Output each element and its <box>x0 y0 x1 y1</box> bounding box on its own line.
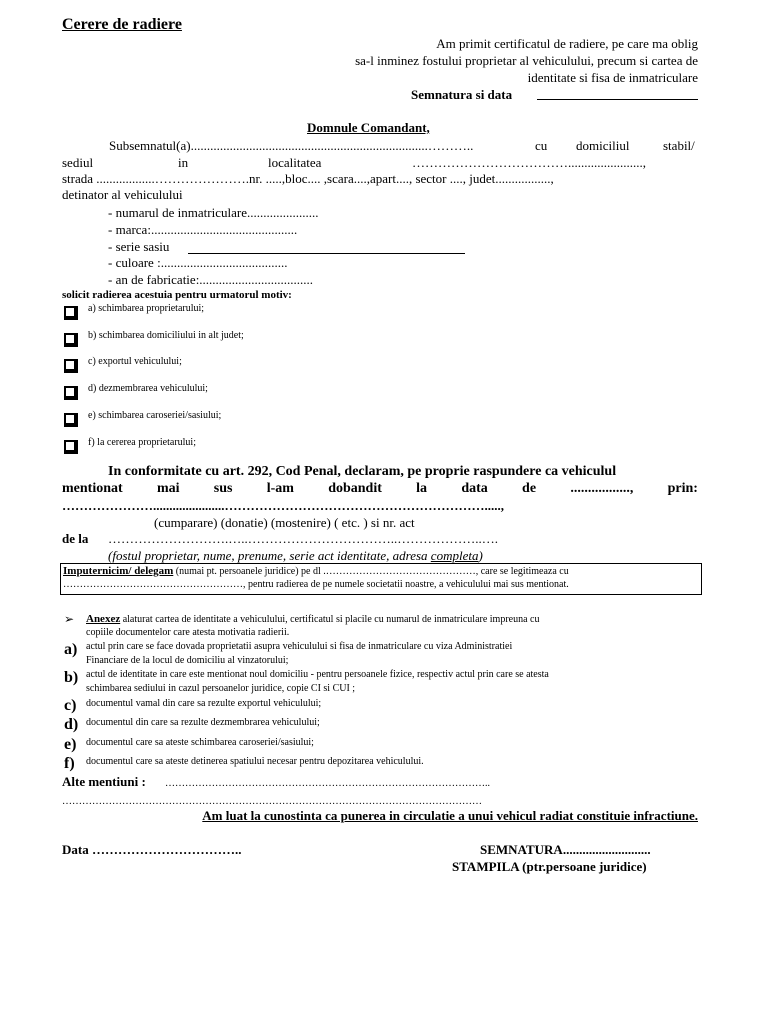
chassis-series-line[interactable] <box>188 240 465 254</box>
annex-item-e: documentul care sa ateste schimbarea caroseriei/sasiului; <box>86 737 314 748</box>
reason-checkbox-c[interactable] <box>64 359 78 373</box>
annex-item-a-line-1: actul prin care se face dovada proprietatii asupra vehiculului si fisa de inmatriculare cu viza Administratiei <box>86 641 513 652</box>
annex-letter-b: b) <box>64 669 79 686</box>
declaration-word: prin: <box>667 481 698 496</box>
address-fields[interactable]: strada ..................………………….nr. .....,bloc.... ,scara....,apart...., sector ...., judet................., <box>62 171 554 186</box>
signature-date-text: Semnatura si data <box>411 87 513 102</box>
other-mentions-field-1[interactable]: …………………………………………………………………………………….. <box>165 778 490 789</box>
annex-item-b-line-1: actul de identitate in care este mentionat noul domiciliu - pentru persoanele fizice, respectiv actul prin care se atesta <box>86 669 549 680</box>
body-word-stabil: stabil/ <box>663 138 695 153</box>
hint-end: ) <box>478 548 483 563</box>
reason-label-c: c) exportul vehiculului; <box>88 356 182 367</box>
hint-text: (fostul proprietar, nume, prenume, serie act identitate, adresa <box>108 548 431 563</box>
declaration-word: dobandit <box>328 481 382 496</box>
declaration-line-2 <box>62 481 698 497</box>
reason-label-e: e) schimbarea caroseriei/sasiului; <box>88 410 222 421</box>
other-mentions-label: Alte mentiuni : <box>62 774 146 789</box>
annex-text-1: alaturat cartea de identitate a vehiculului, certificatul si placile cu numarul de inmatriculare impreuna cu <box>120 614 540 625</box>
declaration-word: sus <box>213 481 233 496</box>
body-word-localitatea: localitatea <box>268 155 322 170</box>
reason-label-d: d) dezmembrarea vehiculului; <box>88 383 208 394</box>
mandate-line-1[interactable] <box>63 565 569 577</box>
annex-item-b-line-2: schimbarea sediului in cazul persoanelor juridice, copie CI si CUI ; <box>86 683 356 694</box>
mandate-line-2[interactable]: ………………………………………………, pentru radierea de pe numele societatii noastre, a vehiculului mai sus mentionat. <box>63 579 569 590</box>
annex-line-1 <box>86 613 539 625</box>
annex-letter-f: f) <box>64 755 75 772</box>
declaration-word: mai <box>156 481 180 496</box>
document-title: Cerere de radiere <box>62 16 182 33</box>
annex-item-d: documentul din care sa rezulte dezmembrarea vehiculului; <box>86 717 320 728</box>
top-note-line-1: Am primit certificatul de radiere, pe care ma oblig <box>436 36 698 51</box>
mandate-label: Imputernicim/ delegam <box>63 565 174 577</box>
body-word-domiciliul: domiciliul <box>576 138 630 153</box>
vehicle-owner-line: detinator al vehiculului <box>62 187 183 202</box>
declaration-word: de <box>522 481 537 496</box>
arrow-icon: ➢ <box>64 612 75 626</box>
signature-date-line[interactable] <box>537 86 698 100</box>
chassis-series-label: - serie sasiu <box>108 239 170 254</box>
reason-heading: solicit radierea acestuia pentru urmatorul motiv: <box>62 289 292 301</box>
acquisition-mode-field[interactable]: …………………......................……………………………………………………....., <box>62 498 504 513</box>
previous-owner-label: de la <box>62 531 89 546</box>
annex-letter-d: d) <box>64 716 79 733</box>
body-word-in: in <box>178 155 189 170</box>
annex-letter-c: c) <box>64 697 77 714</box>
reason-checkbox-d[interactable] <box>64 386 78 400</box>
annex-label: Anexez <box>86 613 121 625</box>
annex-item-a-line-2: Financiare de la locul de domiciliu al vinzatorului; <box>86 655 289 666</box>
previous-owner-field[interactable]: ……………………….…..……………………………..………………..…. <box>108 531 498 546</box>
signature-date-label <box>411 87 512 103</box>
declaration-word: la <box>416 481 428 496</box>
brand-field[interactable]: - marca:............................................. <box>108 222 298 237</box>
reason-checkbox-f[interactable] <box>64 440 78 454</box>
acquisition-date-field[interactable]: ................., <box>570 481 634 496</box>
top-note-line-3: identitate si fisa de inmatriculare <box>527 70 698 85</box>
color-field[interactable]: - culoare :....................................... <box>108 255 288 270</box>
reason-label-a: a) schimbarea proprietarului; <box>88 303 205 314</box>
annex-letter-e: e) <box>64 736 77 753</box>
annex-line-2: copiile documentelor care atesta motivatia radierii. <box>86 627 290 638</box>
declaration-word: data <box>461 481 488 496</box>
reason-checkbox-b[interactable] <box>64 333 78 347</box>
undersigned-field[interactable]: Subsemnatul(a).........................................................................……….. <box>109 138 474 153</box>
declaration-word: mentionat <box>62 481 123 496</box>
previous-owner-hint <box>108 548 483 564</box>
warning-statement: Am luat la cunostinta ca punerea in circulatie a unui vehicul radiat constituie infractiune. <box>202 808 698 823</box>
other-mentions-field-2[interactable]: ……………………………………………………………………………………………………………… <box>62 796 482 807</box>
salutation: Domnule Comandant, <box>307 120 430 135</box>
mandate-text-1: (numai pt. persoanele juridice) pe dl .………………………………………, care se legitimeaza cu <box>173 566 569 577</box>
locality-field[interactable]: ………………………………......................., <box>412 155 646 170</box>
declaration-line-1: In conformitate cu art. 292, Cod Penal, declaram, pe proprie raspundere ca vehiculul <box>108 464 617 479</box>
reason-checkbox-a[interactable] <box>64 306 78 320</box>
reason-label-f: f) la cererea proprietarului; <box>88 437 196 448</box>
body-word-cu: cu <box>535 138 548 153</box>
hint-underlined: completa <box>430 548 479 563</box>
annex-item-f: documentul care sa ateste detinerea spatiului necesar pentru depozitarea vehiculului. <box>86 756 424 767</box>
registration-number-field[interactable]: - numarul de inmatriculare...................... <box>108 205 319 220</box>
body-word-sediul: sediul <box>62 155 94 170</box>
manufacture-year-field[interactable]: - an de fabricatie:................................... <box>108 272 314 287</box>
reason-checkbox-e[interactable] <box>64 413 78 427</box>
annex-item-c: documentul vamal din care sa rezulte exportul vehiculului; <box>86 698 322 709</box>
annex-letter-a: a) <box>64 641 78 658</box>
declaration-word: l-am <box>266 481 294 496</box>
signature-field[interactable]: SEMNATURA........................... <box>480 842 651 857</box>
reason-label-b: b) schimbarea domiciliului in alt judet; <box>88 330 244 341</box>
date-field[interactable]: Data …………………………….. <box>62 842 242 857</box>
mandate-box <box>60 563 702 595</box>
top-note-line-2: sa-l inminez fostului proprietar al vehiculului, precum si cartea de <box>355 53 698 68</box>
acquisition-options: (cumparare) (donatie) (mostenire) ( etc. ) si nr. act <box>154 515 415 530</box>
stamp-label: STAMPILA (ptr.persoane juridice) <box>452 859 647 874</box>
